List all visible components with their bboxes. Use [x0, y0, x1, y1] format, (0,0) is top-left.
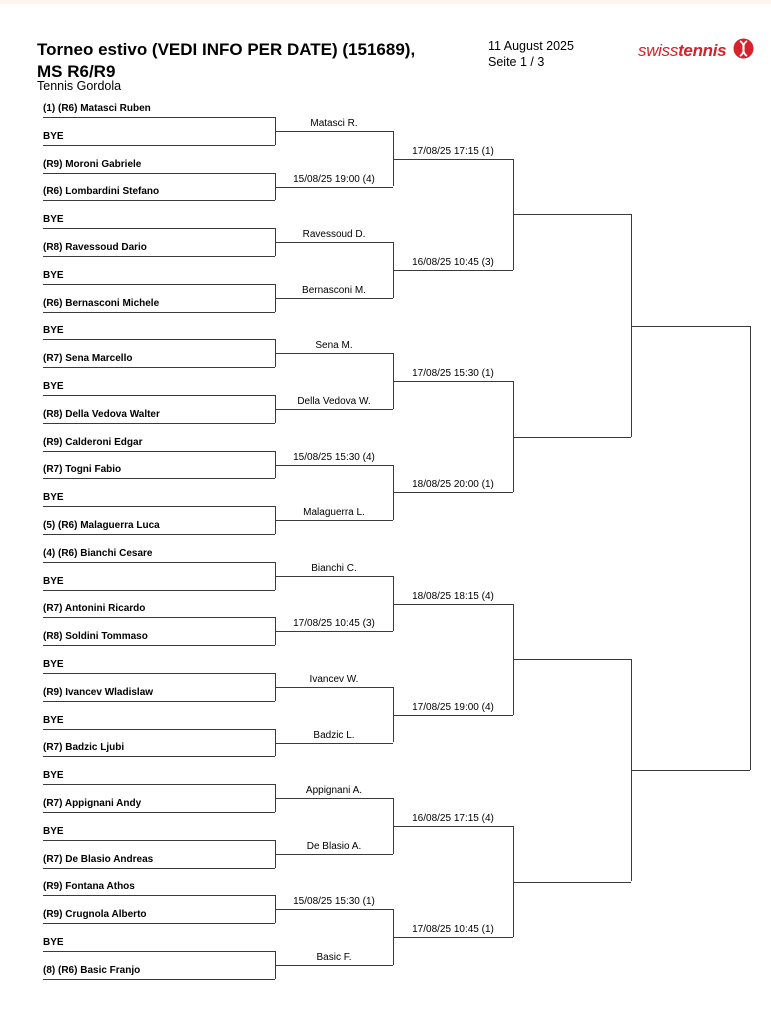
player-line — [43, 117, 275, 118]
bracket-line — [393, 270, 513, 271]
player-line — [43, 451, 275, 452]
player-line — [43, 729, 275, 730]
player-name: (R8) Della Vedova Walter — [43, 408, 160, 420]
player-line — [43, 478, 275, 479]
player-name: BYE — [43, 130, 64, 142]
bracket-line — [275, 965, 393, 966]
player-line — [43, 312, 275, 313]
player-name: (R9) Fontana Athos — [43, 881, 135, 893]
player-name: (R9) Crugnola Alberto — [43, 909, 147, 921]
bracket-line — [275, 520, 393, 521]
match-result: 18/08/25 20:00 (1) — [412, 479, 494, 491]
player-name: (5) (R6) Malaguerra Luca — [43, 520, 160, 531]
bracket-line — [631, 326, 750, 327]
player-line — [43, 784, 275, 785]
match-result: 17/08/25 10:45 (1) — [412, 924, 494, 936]
match-result: Della Vedova W. — [297, 395, 371, 407]
player-line — [43, 673, 275, 674]
player-line — [43, 895, 275, 896]
bracket-line — [513, 659, 631, 660]
match-result: Malaguerra L. — [303, 507, 365, 519]
print-date: 11 August 2025 — [488, 39, 574, 53]
player-line — [43, 339, 275, 340]
match-result: 18/08/25 18:15 (4) — [412, 590, 494, 602]
player-name: (R7) Badzic Ljubi — [43, 742, 125, 754]
bracket-line — [393, 159, 513, 160]
bracket-line — [275, 187, 393, 188]
bracket-line — [275, 576, 393, 577]
player-name: BYE — [43, 714, 64, 726]
bracket-line — [393, 604, 513, 605]
player-line — [43, 617, 275, 618]
bracket-line — [275, 798, 393, 799]
player-name: BYE — [43, 325, 64, 337]
player-line — [43, 506, 275, 507]
player-name: (R8) Soldini Tommaso — [43, 631, 148, 643]
player-line — [43, 173, 275, 174]
player-name: (R7) De Blasio Andreas — [43, 853, 154, 865]
club-name: Tennis Gordola — [37, 79, 122, 93]
player-name: (R8) Ravessoud Dario — [43, 242, 147, 253]
match-result: 16/08/25 10:45 (3) — [412, 256, 494, 268]
player-line — [43, 840, 275, 841]
bracket-line — [393, 826, 513, 827]
match-result: 17/08/25 19:00 (4) — [412, 701, 494, 713]
bracket-line — [275, 409, 393, 410]
bracket-line — [275, 131, 393, 132]
match-result: Badzic L. — [313, 729, 355, 741]
player-line — [43, 423, 275, 424]
player-line — [43, 979, 275, 980]
bracket-line — [275, 743, 393, 744]
player-name: BYE — [43, 825, 64, 837]
player-name: BYE — [43, 381, 64, 392]
player-name: BYE — [43, 575, 64, 587]
match-result: Ravessoud D. — [302, 229, 366, 241]
match-result: Bianchi C. — [311, 562, 357, 574]
match-result: Matasci R. — [310, 117, 358, 129]
player-line — [43, 256, 275, 257]
bracket-connector — [750, 326, 751, 771]
player-name: (R7) Togni Fabio — [43, 464, 122, 476]
bracket-line — [393, 937, 513, 938]
player-line — [43, 367, 275, 368]
bracket-line — [275, 909, 393, 910]
page-number: Seite 1 / 3 — [488, 55, 545, 69]
bracket-line — [275, 298, 393, 299]
bracket-line — [275, 353, 393, 354]
player-line — [43, 284, 275, 285]
player-line — [43, 756, 275, 757]
player-name: BYE — [43, 659, 64, 670]
bracket-line — [275, 465, 393, 466]
tournament-title: Torneo estivo (VEDI INFO PER DATE) (151689), — [37, 40, 416, 59]
player-line — [43, 534, 275, 535]
match-result: 17/08/25 15:30 (1) — [412, 368, 494, 380]
player-name: (R6) Lombardini Stefano — [43, 186, 160, 198]
player-line — [43, 590, 275, 591]
player-line — [43, 645, 275, 646]
player-name: (8) (R6) Basic Franjo — [43, 964, 141, 976]
bracket-line — [393, 715, 513, 716]
logo-tennis-text: tennis — [678, 41, 727, 60]
match-result: 16/08/25 17:15 (4) — [412, 812, 494, 824]
player-line — [43, 812, 275, 813]
match-result: Appignani A. — [305, 785, 363, 797]
player-line — [43, 951, 275, 952]
player-name: (R9) Calderoni Edgar — [43, 436, 143, 448]
player-line — [43, 701, 275, 702]
match-result: 17/08/25 10:45 (3) — [293, 618, 375, 630]
match-result: 17/08/25 17:15 (1) — [412, 145, 494, 157]
logo-swiss-text: swiss — [638, 41, 679, 60]
bracket-line — [275, 631, 393, 632]
player-line — [43, 868, 275, 869]
player-name: (R7) Sena Marcello — [43, 353, 133, 365]
player-name: (R7) Appignani Andy — [43, 798, 142, 809]
bracket-line — [513, 214, 631, 215]
player-line — [43, 228, 275, 229]
player-line — [43, 562, 275, 563]
player-name: BYE — [43, 770, 64, 782]
bracket-line — [275, 687, 393, 688]
player-line — [43, 145, 275, 146]
match-result: Ivancev W. — [309, 673, 359, 685]
player-line — [43, 200, 275, 201]
match-result: 15/08/25 19:00 (4) — [293, 173, 375, 185]
bracket-line — [631, 770, 750, 771]
player-name: (1) (R6) Matasci Ruben — [43, 103, 151, 114]
bracket-line — [393, 381, 513, 382]
player-name: (R7) Antonini Ricardo — [43, 603, 146, 615]
match-result: 15/08/25 15:30 (4) — [293, 451, 375, 463]
player-name: BYE — [43, 269, 64, 281]
player-name: (4) (R6) Bianchi Cesare — [43, 547, 153, 559]
bracket-line — [393, 492, 513, 493]
player-name: (R6) Bernasconi Michele — [43, 297, 160, 309]
tournament-category: MS R6/R9 — [37, 62, 116, 81]
bracket-line — [513, 437, 631, 438]
match-result: De Blasio A. — [306, 840, 362, 852]
player-name: BYE — [43, 937, 64, 948]
bracket-line — [513, 882, 631, 883]
match-result: 15/08/25 15:30 (1) — [293, 896, 375, 908]
match-result: Bernasconi M. — [302, 284, 366, 296]
bracket-line — [275, 854, 393, 855]
player-name: BYE — [43, 214, 64, 226]
player-name: (R9) Moroni Gabriele — [43, 158, 142, 170]
match-result: Basic F. — [316, 951, 352, 963]
player-name: (R9) Ivancev Wladislaw — [43, 686, 154, 698]
player-name: BYE — [43, 492, 64, 504]
bracket-line — [275, 242, 393, 243]
player-line — [43, 923, 275, 924]
player-line — [43, 395, 275, 396]
match-result: Sena M. — [315, 340, 353, 352]
